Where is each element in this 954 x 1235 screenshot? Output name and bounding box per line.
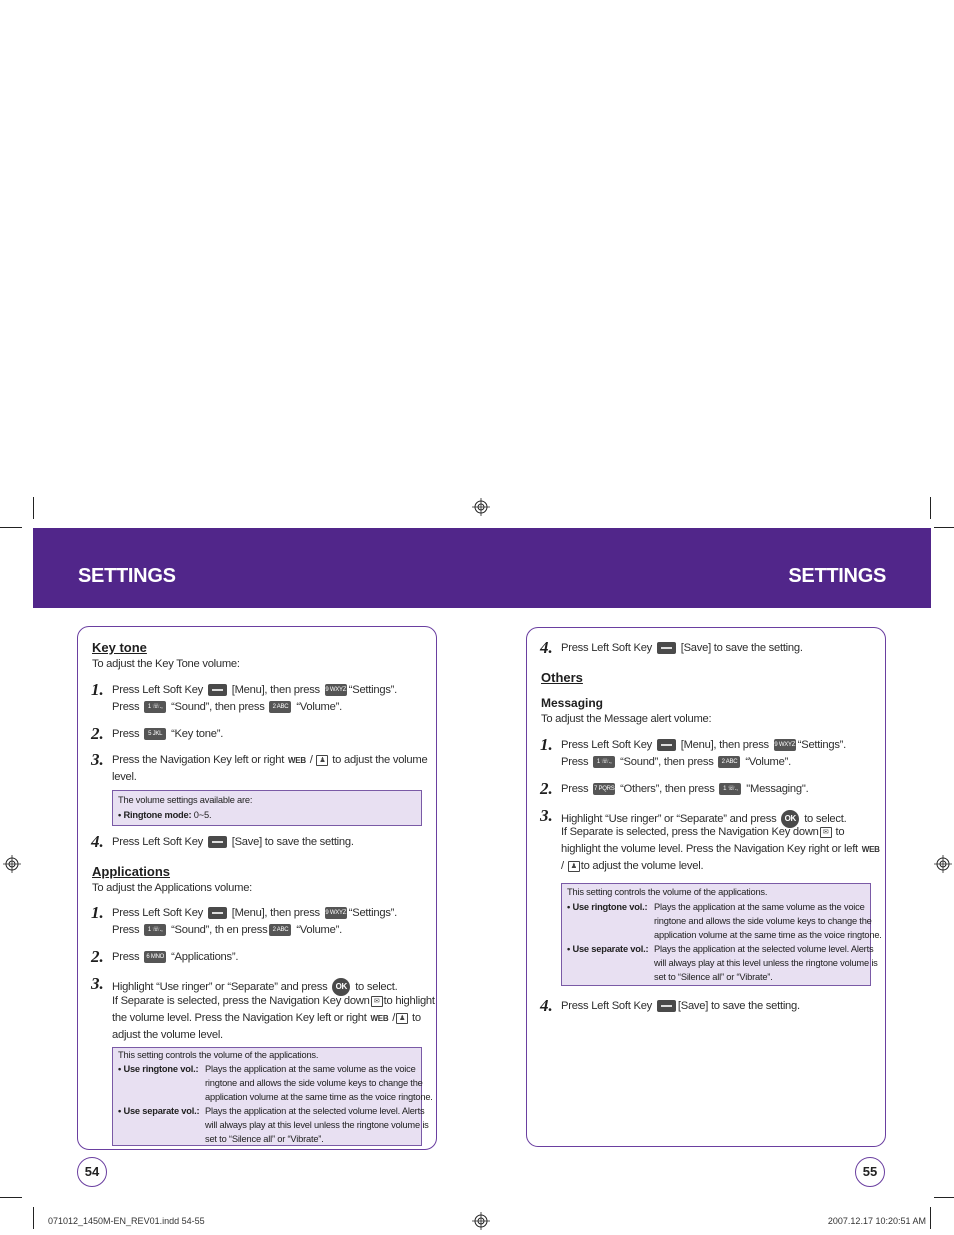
step-number: 3. <box>91 974 104 993</box>
step-text: level. <box>112 771 137 783</box>
registration-mark-icon <box>472 1212 490 1230</box>
note-text: will always play at this level unless the ringtone volume is <box>205 1120 429 1130</box>
section-intro: To adjust the Message alert volume: <box>541 713 712 725</box>
contacts-key-icon: ♟ <box>568 861 580 872</box>
key-9-icon: 9 WXYZ <box>774 739 796 751</box>
step-text: Press Left Soft Key [Save] to save the setting. <box>561 642 803 654</box>
step-number: 1. <box>91 680 104 699</box>
registration-mark-icon <box>472 498 490 516</box>
left-soft-key-icon <box>657 739 676 751</box>
registration-mark-icon <box>934 855 952 873</box>
step-number: 2. <box>91 947 104 966</box>
step-text: Press Left Soft Key [Menu], then press 9 WXYZ “Settings”. <box>561 739 846 751</box>
note-bullet-label: • Use ringtone vol.: <box>118 1064 199 1074</box>
key-9-icon: 9 WXYZ <box>325 684 347 696</box>
step-text: Press Left Soft Key [Save] to save the setting. <box>561 1000 800 1012</box>
crop-mark <box>930 497 931 519</box>
step-text: Press 1 ☏., “Sound”, then press 2 ABC “Volume”. <box>112 701 342 713</box>
step-text: the volume level. Press the Navigation Key left or right WEB / ♟ to <box>112 1012 421 1024</box>
step-text: Highlight “Use ringer” or “Separate” and press OK to select. <box>112 978 397 996</box>
left-soft-key-icon <box>208 836 227 848</box>
note-text: ringtone and allows the side volume keys to change the <box>205 1078 423 1088</box>
footer-file-info: 071012_1450M-EN_REV01.indd 54-55 <box>48 1216 205 1226</box>
section-heading-key-tone: Key tone <box>92 640 147 655</box>
step-number: 1. <box>91 903 104 922</box>
step-number: 2. <box>540 779 553 798</box>
key-6-icon: 6 MNO <box>144 951 166 963</box>
note-text: Plays the application at the same volume as the voice <box>205 1064 416 1074</box>
key-7-icon: 7 PQRS <box>593 783 615 795</box>
step-number: 4. <box>540 638 553 657</box>
key-2-icon: 2 ABC <box>718 756 740 768</box>
header-banner <box>33 528 931 608</box>
key-2-icon: 2 ABC <box>269 701 291 713</box>
crop-mark <box>934 1197 954 1198</box>
note-text: will always play at this level unless the ringtone volume is <box>654 958 878 968</box>
note-text: application volume at the same time as the voice ringtone. <box>205 1092 433 1102</box>
step-text: / ♟ to adjust the volume level. <box>561 860 704 872</box>
step-number: 4. <box>540 996 553 1015</box>
step-text: Press Left Soft Key [Save] to save the setting. <box>112 836 354 848</box>
note-text: This setting controls the volume of the applications. <box>118 1050 319 1060</box>
left-soft-key-icon <box>657 1000 676 1012</box>
step-number: 3. <box>91 750 104 769</box>
step-text: Highlight “Use ringer” or “Separate” and press OK to select. <box>561 810 846 828</box>
web-key-icon: WEB <box>370 1013 389 1023</box>
crop-mark <box>33 1207 34 1229</box>
note-bullet-label: • Use ringtone vol.: <box>567 902 648 912</box>
step-text: adjust the volume level. <box>112 1029 223 1041</box>
step-text: Press 5 JKL “Key tone”. <box>112 728 224 740</box>
page-title-left: SETTINGS <box>78 565 176 587</box>
contacts-key-icon: ♟ <box>396 1013 408 1024</box>
key-1-icon: 1 ☏., <box>719 783 741 795</box>
step-text: Press Left Soft Key [Menu], then press 9 WXYZ “Settings”. <box>112 684 397 696</box>
note-text: set to “Silence all” or “Vibrate”. <box>205 1134 324 1144</box>
note-text: application volume at the same time as the voice ringtone. <box>654 930 882 940</box>
section-heading-applications: Applications <box>92 864 171 879</box>
note-text: Plays the application at the same volume as the voice <box>654 902 865 912</box>
key-1-icon: 1 ☏., <box>593 756 615 768</box>
message-key-icon: ✉ <box>371 996 383 1007</box>
step-text: Press 1 ☏., “Sound”, th en press 2 ABC “Volume”. <box>112 924 342 936</box>
key-2-icon: 2 ABC <box>269 924 291 936</box>
step-text: Press 6 MNO “Applications”. <box>112 951 239 963</box>
crop-mark <box>934 527 954 528</box>
note-text: Plays the application at the selected volume level. Alerts <box>205 1106 425 1116</box>
note-box <box>561 883 882 986</box>
web-key-icon: WEB <box>861 844 880 854</box>
key-1-icon: 1 ☏., <box>144 924 166 936</box>
registration-mark-icon <box>3 855 21 873</box>
note-bullet-label: • Use separate vol.: <box>118 1106 200 1116</box>
note-bullet: • Ringtone mode: 0~5. <box>118 810 212 820</box>
page-title-right: SETTINGS <box>788 565 886 587</box>
crop-mark <box>0 527 22 528</box>
note-box <box>112 790 422 826</box>
step-text: If Separate is selected, press the Navigation Key down ✉ to <box>561 826 845 838</box>
key-5-icon: 5 JKL <box>144 728 166 740</box>
note-text: set to “Silence all” or “Vibrate”. <box>654 972 773 982</box>
step-number: 1. <box>540 735 553 754</box>
contacts-key-icon: ♟ <box>316 755 328 766</box>
page-number-left: 54 <box>77 1157 107 1187</box>
step-number: 3. <box>540 806 553 825</box>
step-text: Press Left Soft Key [Menu], then press 9 WXYZ “Settings”. <box>112 907 397 919</box>
step-text: Press 7 PQRS “Others”, then press 1 ☏., "Messaging". <box>561 783 809 795</box>
crop-mark <box>0 1197 22 1198</box>
note-bullet-label: • Use separate vol.: <box>567 944 649 954</box>
web-key-icon: WEB <box>287 755 306 765</box>
step-text: Press the Navigation Key left or right WEB / ♟ to adjust the volume <box>112 754 428 766</box>
note-text: ringtone and allows the side volume keys to change the <box>654 916 872 926</box>
key-9-icon: 9 WXYZ <box>325 907 347 919</box>
step-number: 4. <box>91 832 104 851</box>
note-text: The volume settings available are: <box>118 795 253 805</box>
step-text: Press 1 ☏., “Sound”, then press 2 ABC “Volume”. <box>561 756 791 768</box>
subsection-heading-messaging: Messaging <box>541 696 604 710</box>
step-text: highlight the volume level. Press the Navigation Key right or left WEB <box>561 843 880 855</box>
message-key-icon: ✉ <box>820 827 832 838</box>
left-soft-key-icon <box>208 907 227 919</box>
step-number: 2. <box>91 724 104 743</box>
crop-mark <box>930 1207 931 1229</box>
left-soft-key-icon <box>208 684 227 696</box>
section-intro: To adjust the Key Tone volume: <box>92 658 240 670</box>
left-soft-key-icon <box>657 642 676 654</box>
note-text: Plays the application at the selected volume level. Alerts <box>654 944 874 954</box>
footer-timestamp: 2007.12.17 10:20:51 AM <box>827 1216 926 1226</box>
step-text: If Separate is selected, press the Navigation Key down ✉ to highlight <box>112 995 435 1007</box>
ok-key-icon: OK <box>332 978 350 996</box>
ok-key-icon: OK <box>781 810 799 828</box>
note-text: This setting controls the volume of the applications. <box>567 887 768 897</box>
crop-mark <box>33 497 34 519</box>
section-intro: To adjust the Applications volume: <box>92 882 253 894</box>
page-number-right: 55 <box>855 1157 885 1187</box>
section-heading-others: Others <box>541 670 583 685</box>
key-1-icon: 1 ☏., <box>144 701 166 713</box>
note-box <box>112 1047 433 1146</box>
